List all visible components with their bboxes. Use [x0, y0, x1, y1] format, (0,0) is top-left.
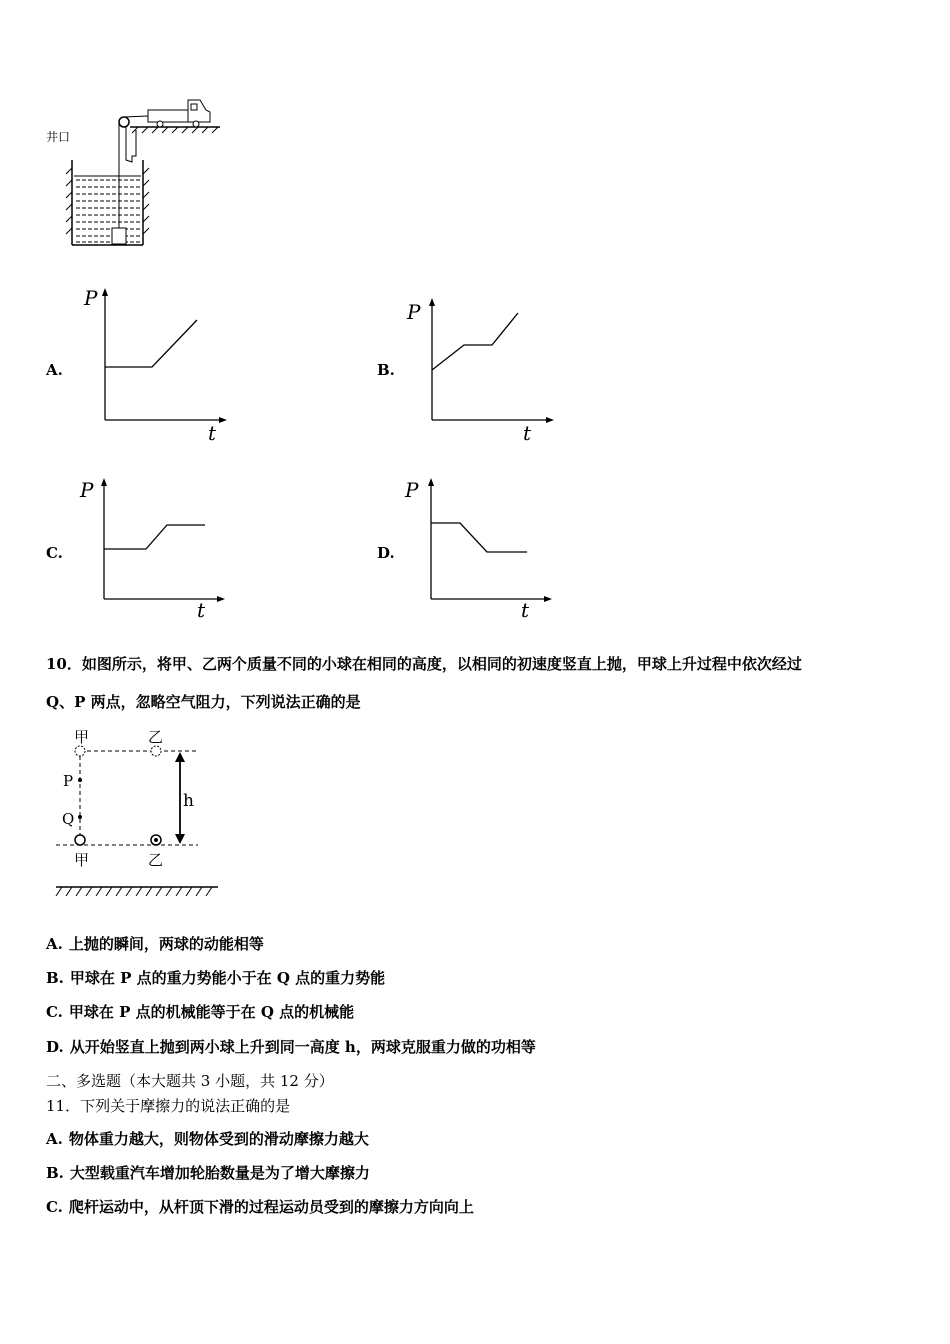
graph-option-d [397, 475, 567, 625]
ball-yi-top-label: 乙 [148, 728, 164, 746]
question-10-stem-line1: 10．如图所示，将甲、乙两个质量不同的小球在相同的高度，以相同的初速度竖直上抛，甲球上升过程中依次经过 [46, 655, 802, 673]
graph-option-b [397, 295, 567, 445]
graph-option-a-label: A. [46, 361, 63, 379]
x-axis-label: t [523, 421, 532, 445]
ball-jia-bottom-label: 甲 [74, 851, 90, 869]
q10-option-c[interactable]: C. 甲球在 P 点的机械能等于在 Q 点的机械能 [46, 1003, 355, 1021]
graph-option-c-label: C. [46, 544, 63, 562]
graph-option-c [70, 475, 240, 625]
graph-option-b-label: B. [377, 361, 395, 379]
q11-option-a[interactable]: A. 物体重力越大，则物体受到的滑动摩擦力越大 [46, 1130, 369, 1148]
x-axis-label: t [208, 421, 217, 445]
well-truck-figure [40, 90, 240, 255]
ball-toss-figure [50, 724, 230, 902]
question-10-stem-line2: Q、P 两点，忽略空气阻力，下列说法正确的是 [46, 693, 361, 711]
q10-option-d[interactable]: D. 从开始竖直上抛到两小球上升到同一高度 h，两球克服重力做的功相等 [46, 1038, 536, 1056]
point-p-label: P [63, 772, 74, 790]
q10-option-b[interactable]: B. 甲球在 P 点的重力势能小于在 Q 点的重力势能 [46, 969, 386, 987]
q11-option-b[interactable]: B. 大型载重汽车增加轮胎数量是为了增大摩擦力 [46, 1164, 370, 1182]
q10-option-a[interactable]: A. 上抛的瞬间，两球的动能相等 [46, 935, 264, 953]
y-axis-label: P [407, 300, 421, 324]
point-q-label: Q [62, 810, 75, 828]
question-11-stem: 11．下列关于摩擦力的说法正确的是 [46, 1097, 291, 1115]
y-axis-label: P [80, 478, 94, 502]
x-axis-label: t [521, 598, 530, 622]
well-mouth-label: 井口 [46, 130, 71, 144]
section-2-title: 二、多选题（本大题共 3 小题，共 12 分） [46, 1072, 334, 1090]
height-label: h [183, 791, 194, 811]
graph-option-a [70, 285, 240, 445]
ball-yi-bottom-label: 乙 [148, 851, 164, 869]
y-axis-label: P [84, 286, 98, 310]
power-curve [104, 525, 205, 549]
x-axis-label: t [197, 598, 206, 622]
y-axis-label: P [405, 478, 419, 502]
power-curve [432, 313, 518, 370]
power-curve [105, 320, 197, 367]
power-curve [431, 523, 527, 552]
graph-option-d-label: D. [377, 544, 395, 562]
ball-jia-top-label: 甲 [74, 728, 90, 746]
q11-option-c[interactable]: C. 爬杆运动中，从杆顶下滑的过程运动员受到的摩擦力方向向上 [46, 1198, 474, 1216]
